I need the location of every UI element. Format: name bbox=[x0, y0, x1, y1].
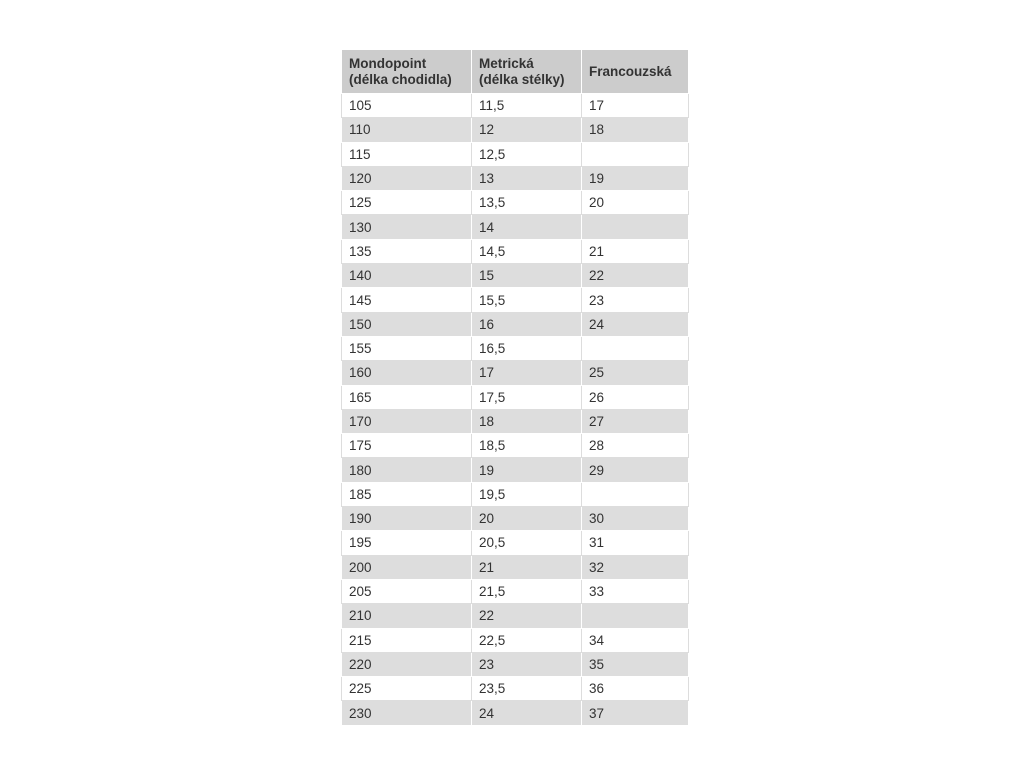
mondopoint-cell: 155 bbox=[342, 336, 472, 360]
shoe-size-table bbox=[341, 49, 689, 726]
header-french bbox=[582, 50, 689, 94]
french-cell: 29 bbox=[582, 458, 689, 482]
table-row bbox=[342, 434, 689, 458]
french-cell: 33 bbox=[582, 579, 689, 603]
table-row bbox=[342, 385, 689, 409]
metric-cell: 12,5 bbox=[472, 142, 582, 166]
metric-cell: 19 bbox=[472, 458, 582, 482]
french-cell: 35 bbox=[582, 652, 689, 676]
french-cell bbox=[582, 336, 689, 360]
french-cell: 26 bbox=[582, 385, 689, 409]
table-row bbox=[342, 604, 689, 628]
header-mondopoint-subtitle: (délka chodidla) bbox=[349, 71, 452, 87]
metric-cell: 15 bbox=[472, 264, 582, 288]
metric-cell: 20 bbox=[472, 507, 582, 531]
mondopoint-cell: 165 bbox=[342, 385, 472, 409]
table-row bbox=[342, 288, 689, 312]
metric-cell: 16 bbox=[472, 312, 582, 336]
table-row bbox=[342, 142, 689, 166]
table-row bbox=[342, 677, 689, 701]
mondopoint-cell: 105 bbox=[342, 94, 472, 118]
mondopoint-cell: 140 bbox=[342, 264, 472, 288]
mondopoint-cell: 175 bbox=[342, 434, 472, 458]
table-row bbox=[342, 531, 689, 555]
table-row bbox=[342, 628, 689, 652]
metric-cell: 13 bbox=[472, 166, 582, 190]
french-cell: 17 bbox=[582, 94, 689, 118]
table-row bbox=[342, 652, 689, 676]
table-row bbox=[342, 555, 689, 579]
metric-cell: 21 bbox=[472, 555, 582, 579]
table-row bbox=[342, 336, 689, 360]
french-cell: 21 bbox=[582, 239, 689, 263]
metric-cell: 17 bbox=[472, 361, 582, 385]
table-row bbox=[342, 191, 689, 215]
french-cell: 34 bbox=[582, 628, 689, 652]
header-metric-subtitle: (délka stélky) bbox=[479, 71, 565, 87]
mondopoint-cell: 150 bbox=[342, 312, 472, 336]
metric-cell: 22,5 bbox=[472, 628, 582, 652]
table-row bbox=[342, 701, 689, 725]
metric-cell: 14,5 bbox=[472, 239, 582, 263]
mondopoint-cell: 215 bbox=[342, 628, 472, 652]
table-row bbox=[342, 579, 689, 603]
table-row bbox=[342, 264, 689, 288]
metric-cell: 18 bbox=[472, 409, 582, 433]
mondopoint-cell: 225 bbox=[342, 677, 472, 701]
mondopoint-cell: 115 bbox=[342, 142, 472, 166]
table-body bbox=[342, 94, 689, 726]
french-cell: 20 bbox=[582, 191, 689, 215]
metric-cell: 20,5 bbox=[472, 531, 582, 555]
metric-cell: 15,5 bbox=[472, 288, 582, 312]
table-row bbox=[342, 361, 689, 385]
metric-cell: 17,5 bbox=[472, 385, 582, 409]
metric-cell: 19,5 bbox=[472, 482, 582, 506]
mondopoint-cell: 130 bbox=[342, 215, 472, 239]
mondopoint-cell: 200 bbox=[342, 555, 472, 579]
header-mondopoint bbox=[342, 50, 472, 94]
header-metric-title: Metrická bbox=[479, 55, 534, 71]
mondopoint-cell: 210 bbox=[342, 604, 472, 628]
mondopoint-cell: 135 bbox=[342, 239, 472, 263]
mondopoint-cell: 170 bbox=[342, 409, 472, 433]
french-cell: 23 bbox=[582, 288, 689, 312]
header-metric bbox=[472, 50, 582, 94]
metric-cell: 18,5 bbox=[472, 434, 582, 458]
table-row bbox=[342, 239, 689, 263]
mondopoint-cell: 180 bbox=[342, 458, 472, 482]
mondopoint-cell: 230 bbox=[342, 701, 472, 725]
header-french-title: Francouzská bbox=[589, 63, 672, 79]
french-cell: 18 bbox=[582, 118, 689, 142]
table-row bbox=[342, 166, 689, 190]
metric-cell: 23,5 bbox=[472, 677, 582, 701]
french-cell: 27 bbox=[582, 409, 689, 433]
metric-cell: 12 bbox=[472, 118, 582, 142]
french-cell bbox=[582, 215, 689, 239]
metric-cell: 23 bbox=[472, 652, 582, 676]
mondopoint-cell: 220 bbox=[342, 652, 472, 676]
french-cell: 19 bbox=[582, 166, 689, 190]
mondopoint-cell: 185 bbox=[342, 482, 472, 506]
table-row bbox=[342, 118, 689, 142]
french-cell: 24 bbox=[582, 312, 689, 336]
french-cell: 37 bbox=[582, 701, 689, 725]
mondopoint-cell: 120 bbox=[342, 166, 472, 190]
header-mondopoint-title: Mondopoint bbox=[349, 55, 427, 71]
french-cell: 28 bbox=[582, 434, 689, 458]
mondopoint-cell: 190 bbox=[342, 507, 472, 531]
metric-cell: 21,5 bbox=[472, 579, 582, 603]
table-row bbox=[342, 94, 689, 118]
french-cell: 25 bbox=[582, 361, 689, 385]
french-cell: 30 bbox=[582, 507, 689, 531]
table-row bbox=[342, 507, 689, 531]
table-row bbox=[342, 409, 689, 433]
mondopoint-cell: 195 bbox=[342, 531, 472, 555]
metric-cell: 14 bbox=[472, 215, 582, 239]
table-row bbox=[342, 215, 689, 239]
header-row bbox=[342, 50, 689, 94]
metric-cell: 24 bbox=[472, 701, 582, 725]
metric-cell: 22 bbox=[472, 604, 582, 628]
table-row bbox=[342, 312, 689, 336]
table-row bbox=[342, 458, 689, 482]
table-header bbox=[342, 50, 689, 94]
french-cell bbox=[582, 604, 689, 628]
metric-cell: 13,5 bbox=[472, 191, 582, 215]
mondopoint-cell: 145 bbox=[342, 288, 472, 312]
mondopoint-cell: 160 bbox=[342, 361, 472, 385]
french-cell bbox=[582, 482, 689, 506]
french-cell: 36 bbox=[582, 677, 689, 701]
french-cell bbox=[582, 142, 689, 166]
french-cell: 31 bbox=[582, 531, 689, 555]
table-row bbox=[342, 482, 689, 506]
metric-cell: 11,5 bbox=[472, 94, 582, 118]
mondopoint-cell: 110 bbox=[342, 118, 472, 142]
mondopoint-cell: 125 bbox=[342, 191, 472, 215]
french-cell: 22 bbox=[582, 264, 689, 288]
mondopoint-cell: 205 bbox=[342, 579, 472, 603]
french-cell: 32 bbox=[582, 555, 689, 579]
metric-cell: 16,5 bbox=[472, 336, 582, 360]
